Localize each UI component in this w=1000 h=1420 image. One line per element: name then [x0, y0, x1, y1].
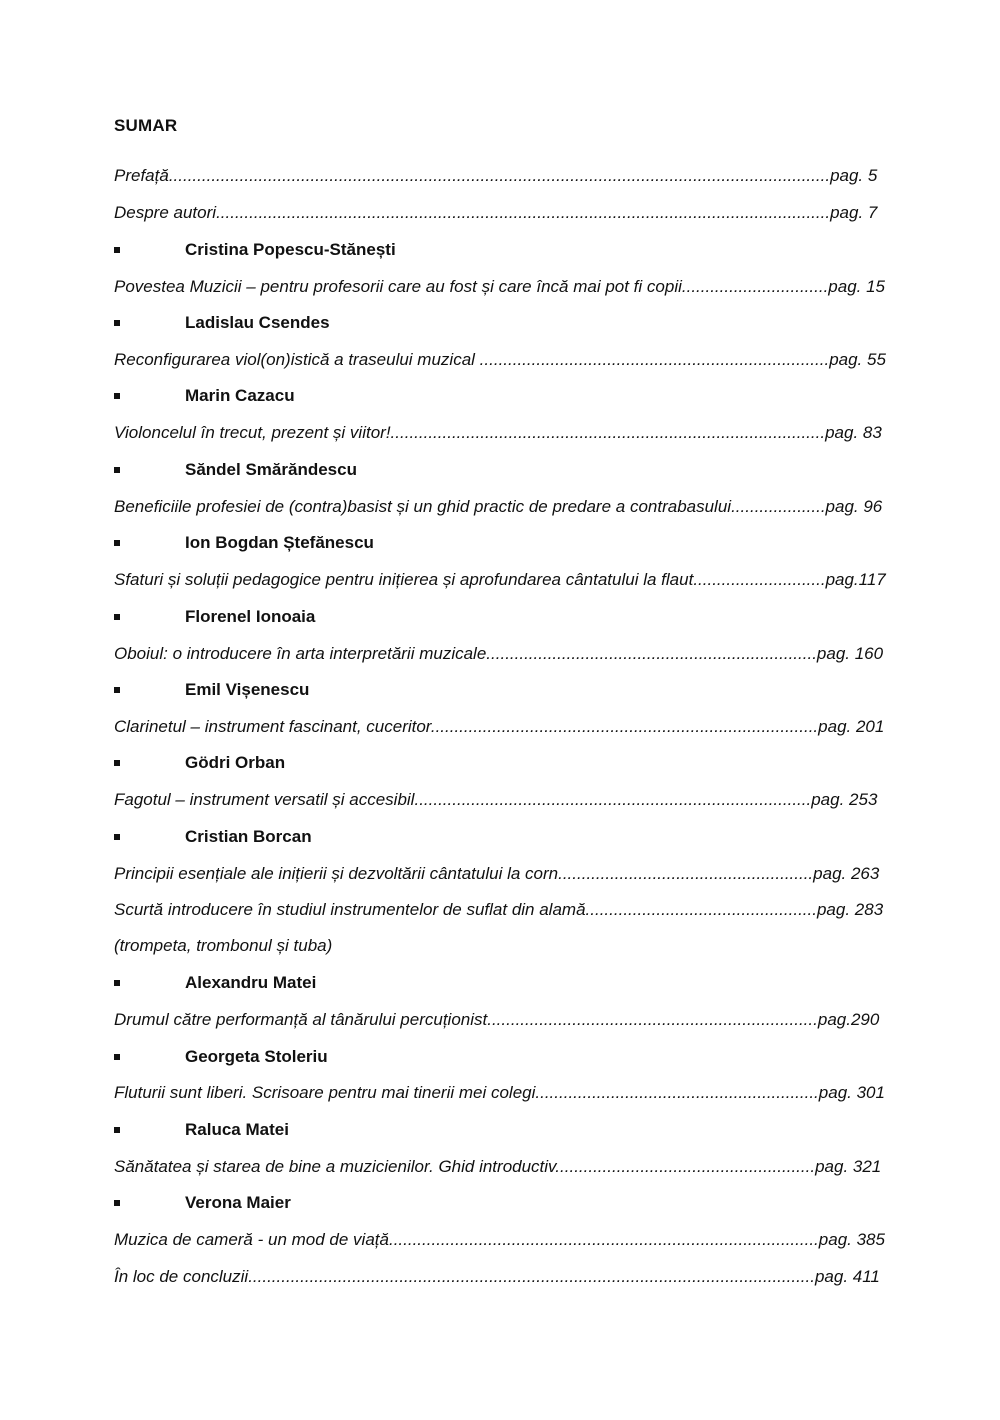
- dot-leader: ........................................................................................................................: [248, 1267, 815, 1286]
- toc-entry-title: Povestea Muzicii – pentru profesorii care au fost și care încă mai pot fi copii: [114, 277, 682, 296]
- dot-leader: ......................................................................: [487, 1010, 818, 1029]
- toc-entry-page: pag. 283: [816, 900, 884, 919]
- dot-leader: .......................................................: [555, 1157, 816, 1176]
- toc-entry-page: pag. 15: [828, 277, 886, 296]
- dot-leader: ...............................: [681, 277, 829, 296]
- author-heading: [114, 678, 894, 702]
- bullet-icon: [114, 687, 120, 693]
- author-name: Gödri Orban: [185, 753, 286, 772]
- toc-entry: [114, 788, 882, 812]
- toc-entry: [114, 495, 884, 519]
- toc-entry: [114, 421, 882, 445]
- dot-leader: ..........................................................................: [479, 350, 830, 369]
- author-name: Alexandru Matei: [185, 973, 317, 992]
- toc-entry: [114, 862, 882, 886]
- dot-leader: ............................: [693, 570, 826, 589]
- toc-entry-title: Prefață: [114, 166, 169, 185]
- toc-entry: [114, 275, 886, 299]
- toc-entry-page: pag. 55: [829, 350, 886, 369]
- toc-entry: [114, 568, 886, 592]
- toc-entry-page: pag. 5: [830, 166, 878, 185]
- bullet-icon: [114, 1200, 120, 1206]
- toc-entry-title: Sfaturi și soluții pedagogice pentru inițierea și aprofundarea cântatului la flaut: [114, 570, 694, 589]
- author-name: Georgeta Stoleriu: [185, 1047, 328, 1066]
- bullet-icon: [114, 1127, 120, 1133]
- author-name: Ladislau Csendes: [185, 313, 330, 332]
- author-name: Săndel Smărăndescu: [185, 460, 357, 479]
- author-heading: [114, 1045, 894, 1069]
- toc-entry-page: pag. 7: [830, 203, 878, 222]
- toc-entry: [114, 1155, 885, 1179]
- author-name: Cristina Popescu-Stănești: [185, 240, 396, 259]
- toc-entry-page: pag. 253: [811, 790, 878, 809]
- toc-entry-page: pag. 83: [825, 423, 882, 442]
- page-title: SUMAR: [114, 116, 178, 135]
- bullet-icon: [114, 467, 120, 473]
- toc-entry-title: Oboiul: o introducere în arta interpretării muzicale: [114, 644, 487, 663]
- toc-entry-title: Muzica de cameră - un mod de viață: [114, 1230, 389, 1249]
- bullet-icon: [114, 320, 120, 326]
- dot-leader: ......................................................................: [486, 644, 817, 663]
- bullet-icon: [114, 540, 120, 546]
- toc-entry-title: Despre autori: [114, 203, 217, 222]
- author-heading: [114, 971, 894, 995]
- toc-entry-page: pag. 201: [818, 717, 885, 736]
- author-name: Verona Maier: [185, 1193, 291, 1212]
- author-heading: [114, 751, 894, 775]
- author-heading: [114, 458, 894, 482]
- dot-leader: ...........................................................................................: [388, 1230, 819, 1249]
- author-name: Raluca Matei: [185, 1120, 289, 1139]
- dot-leader: ......................................................: [558, 864, 814, 883]
- dot-leader: ....................: [731, 497, 826, 516]
- toc-entry-page: pag. 301: [818, 1083, 885, 1102]
- toc-entry: [114, 1228, 885, 1252]
- toc-entry-title: Scurtă introducere în studiul instrumentelor de suflat din alamă: [114, 900, 586, 919]
- toc-entry-title: Beneficiile profesiei de (contra)basist și un ghid practic de predare a contrabasului: [114, 497, 732, 516]
- bullet-icon: [114, 834, 120, 840]
- toc-entry-page: pag. 263: [813, 864, 880, 883]
- toc-entry-page: pag.290: [817, 1010, 880, 1029]
- dot-leader: ..................................................................................: [430, 717, 819, 736]
- bullet-icon: [114, 1054, 120, 1060]
- bullet-icon: [114, 980, 120, 986]
- dot-leader: ............................................................................................: [390, 423, 826, 442]
- author-heading: [114, 1118, 894, 1142]
- toc-entry-title: Drumul către performanță al tânărului percuționist: [114, 1010, 488, 1029]
- toc-entry-title: În loc de concluzii: [114, 1267, 249, 1286]
- dot-leader: ............................................................................................................................................: [168, 166, 831, 185]
- author-heading: [114, 605, 894, 629]
- dot-leader: .................................................: [585, 900, 817, 919]
- author-name: Cristian Borcan: [185, 827, 312, 846]
- author-heading: [114, 384, 894, 408]
- author-name: Marin Cazacu: [185, 386, 295, 405]
- toc-entry-title: Fluturii sunt liberi. Scrisoare pentru mai tinerii mei colegi: [114, 1083, 536, 1102]
- toc-entry: [114, 201, 882, 225]
- bullet-icon: [114, 760, 120, 766]
- author-heading: [114, 238, 894, 262]
- toc-entry-page: pag. 385: [818, 1230, 885, 1249]
- toc-entry-page: pag.117: [825, 570, 886, 589]
- toc-entry: [114, 898, 886, 922]
- toc-entry-title: Clarinetul – instrument fascinant, cuceritor: [114, 717, 431, 736]
- toc-entry: [114, 164, 882, 188]
- toc-entry: [114, 1265, 882, 1289]
- toc-entry-page: pag. 160: [816, 644, 884, 663]
- bullet-icon: [114, 247, 120, 253]
- author-name: Ion Bogdan Ștefănescu: [185, 533, 374, 552]
- toc-entry-title: Violoncelul în trecut, prezent și viitor!: [114, 423, 391, 442]
- toc-entry-page: pag. 411: [814, 1267, 880, 1286]
- author-name: Emil Vișenescu: [185, 680, 310, 699]
- toc-entry-page: pag. 321: [815, 1157, 882, 1176]
- author-heading: [114, 1191, 894, 1215]
- toc-entry-title: Reconfigurarea viol(on)istică a traseului muzical: [114, 350, 480, 369]
- toc-entry: [114, 1008, 882, 1032]
- bullet-icon: [114, 614, 120, 620]
- toc-entry: [114, 1081, 886, 1105]
- author-heading: [114, 531, 894, 555]
- toc-entry: [114, 642, 886, 666]
- author-heading: [114, 311, 894, 335]
- dot-leader: ....................................................................................: [414, 790, 812, 809]
- toc-entry-title: Sănătatea și starea de bine a muzicienilor. Ghid introductiv: [114, 1157, 556, 1176]
- dot-leader: ............................................................: [535, 1083, 819, 1102]
- bullet-icon: [114, 393, 120, 399]
- toc-entry: [114, 348, 886, 372]
- author-heading: [114, 825, 894, 849]
- toc-entry-title: Fagotul – instrument versatil și accesibil: [114, 790, 415, 809]
- toc-entry-page: pag. 96: [825, 497, 883, 516]
- toc-entry: [114, 715, 886, 739]
- dot-leader: ..................................................................................................................................: [216, 203, 831, 222]
- toc-entry-title: Principii esențiale ale inițierii și dezvoltării cântatului la corn: [114, 864, 559, 883]
- toc-entry-continuation: (trompeta, trombonul și tuba): [114, 936, 333, 955]
- author-name: Florenel Ionoaia: [185, 607, 316, 626]
